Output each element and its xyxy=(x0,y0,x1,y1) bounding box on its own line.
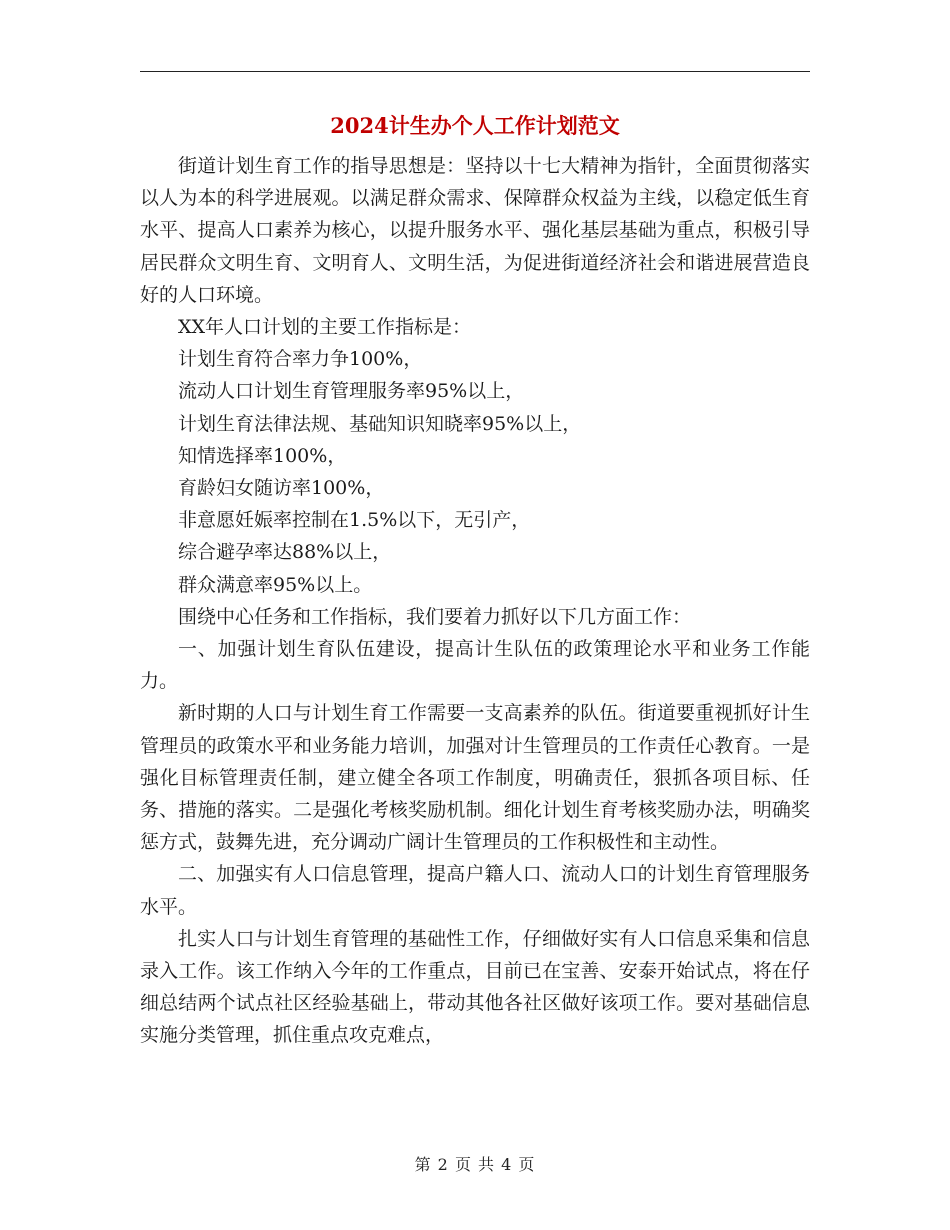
section-heading-2: 二、加强实有人口信息管理，提高户籍人口、流动人口的计划生育管理服务水平。 xyxy=(140,863,810,918)
page-footer: 第 2 页 共 4 页 xyxy=(414,1155,536,1174)
indicator-item: 群众满意率95%以上。 xyxy=(178,573,373,596)
section-heading-1: 一、加强计划生育队伍建设，提高计生队伍的政策理论水平和业务工作能力。 xyxy=(140,638,810,693)
document-body xyxy=(140,150,810,1052)
paragraph-population-info: 扎实人口与计划生育管理的基础性工作，仔细做好实有人口信息采集和信息录入工作。该工作纳入今年的工作重点，目前已在宝善、安泰开始试点，将在仔细总结两个试点社区经验基础上，带动其他各社区做好该项工作。要对基础信息实施分类管理，抓住重点攻克难点， xyxy=(140,927,810,1047)
paragraph-guiding-ideology: 街道计划生育工作的指导思想是：坚持以十七大精神为指针，全面贯彻落实以人为本的科学进展观。以满足群众需求、保障群众权益为主线，以稳定低生育水平、提高人口素养为核心，以提升服务水平、强化基层基础为重点，积极引导居民群众文明生育、文明育人、文明生活，为促进街道经济社会和谐进展营造良好的人口环境。 xyxy=(140,155,810,306)
paragraph-indicators-intro: XX年人口计划的主要工作指标是： xyxy=(178,316,472,339)
indicator-item: 非意愿妊娠率控制在1.5%以下，无引产， xyxy=(178,509,531,532)
paragraph-tasks-intro: 围绕中心任务和工作指标，我们要着力抓好以下几方面工作： xyxy=(178,605,692,628)
header-rule xyxy=(140,71,810,72)
indicator-item: 计划生育法律法规、基础知识知晓率95%以上， xyxy=(178,412,582,435)
paragraph-team-building: 新时期的人口与计划生育工作需要一支高素养的队伍。街道要重视抓好计生管理员的政策水平和业务能力培训，加强对计生管理员的工作责任心教育。一是强化目标管理责任制，建立健全各项工作制度，明确责任，狠抓各项目标、任务、措施的落实。二是强化考核奖励机制。细化计划生育考核奖励办法，明确奖惩方式，鼓舞先进，充分调动广阔计生管理员的工作积极性和主动性。 xyxy=(140,702,810,854)
indicator-item: 育龄妇女随访率100%， xyxy=(178,477,385,500)
indicator-item: 综合避孕率达88%以上， xyxy=(178,541,392,564)
indicator-item: 计划生育符合率力争100%， xyxy=(178,348,423,371)
indicator-item: 流动人口计划生育管理服务率95%以上， xyxy=(178,380,525,403)
indicator-item: 知情选择率100%， xyxy=(178,444,347,467)
document-title: 2024计生办个人工作计划范文 xyxy=(330,113,620,138)
